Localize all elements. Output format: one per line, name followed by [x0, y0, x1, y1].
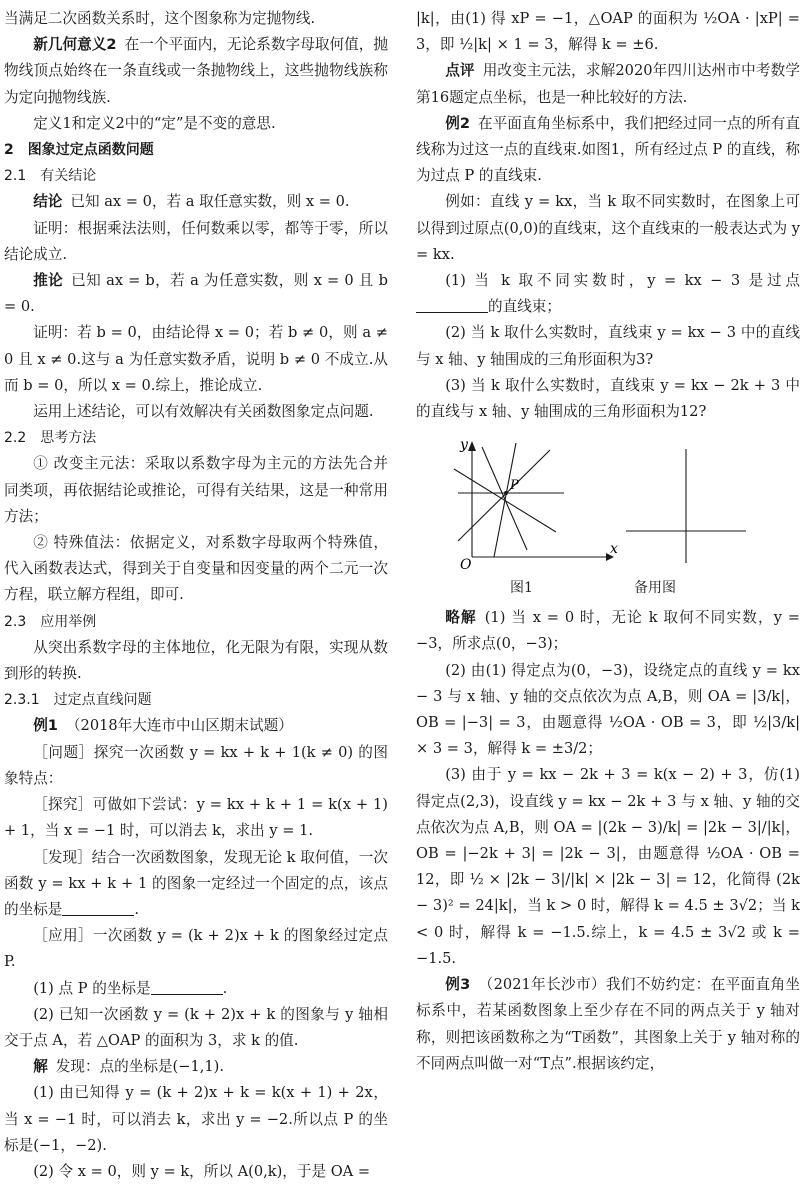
section-number: 2.1 — [4, 168, 27, 185]
paragraph-text: 发现：点的坐标是(−1,1). — [55, 1058, 225, 1076]
answer-blank[interactable] — [151, 980, 223, 995]
paragraph-text: (1) 点 P 的坐标是 — [33, 979, 151, 997]
paragraph — [416, 111, 800, 190]
paragraph-text: ［应用］一次函数 y = (k + 2)x + k 的图象经过定点 P. — [4, 927, 388, 971]
paragraph — [4, 1159, 388, 1185]
paragraph — [4, 845, 388, 924]
paragraph-text: (2) 已知一次函数 y = (k + 2)x + k 的图象与 y 轴相交于点 A，若 △OAP 的面积为 3，求 k 的值. — [4, 1005, 388, 1049]
section-number: 2 — [4, 142, 14, 159]
paragraph-text: 在平面直角坐标系中，我们把经过同一点的所有直线称为过这一点的直线束.如图1，所有经过点 P 的直线，称为过点 P 的直线束. — [416, 114, 800, 185]
bundle-line-3 — [482, 447, 527, 550]
paragraph — [4, 32, 388, 111]
paragraph — [4, 740, 388, 792]
paragraph — [4, 268, 388, 320]
paragraph-tail: 的直线束； — [488, 298, 561, 316]
section-title: 有关结论 — [40, 168, 97, 185]
paragraph — [416, 972, 800, 1077]
y-axis-arrow — [468, 441, 476, 451]
keyword-label: 例1 — [33, 717, 58, 735]
paragraph — [4, 451, 388, 530]
p-label: P — [510, 478, 519, 494]
paragraph-text: (1) 当 k 取不同实数时，y = kx − 3 是过点 — [445, 272, 800, 290]
paragraph-text: ［问题］探究一次函数 y = kx + k + 1(k ≠ 0) 的图象特点： — [4, 743, 388, 787]
keyword-label: 例2 — [445, 114, 470, 132]
answer-blank[interactable] — [62, 901, 134, 916]
section-heading — [4, 137, 388, 163]
paragraph — [4, 189, 388, 215]
bundle-line-4 — [494, 443, 516, 557]
section-title: 过定点直线问题 — [53, 692, 152, 709]
left-column — [4, 6, 388, 1185]
paragraph-text: 当满足二次函数关系时，这个图象称为定抛物线. — [4, 10, 316, 27]
paragraph-text: ［探究］可做如下尝试：y = kx + k + 1 = k(x + 1) + 1，当 x = −1 时，可以消去 k，求出 y = 1. — [4, 796, 388, 840]
subsection-heading — [4, 425, 388, 451]
paragraph-text: 证明：根据乘法法则，任何数乘以零，都等于零，所以结论成立. — [4, 219, 388, 263]
section-number: 2.3 — [4, 613, 27, 630]
paragraph — [4, 530, 388, 609]
x-label: x — [610, 541, 618, 558]
keyword-label: 新几何意义2 — [33, 36, 117, 54]
paragraph-text: （2018年大连市中山区期末试题） — [65, 717, 293, 735]
line-bundle-figure — [416, 429, 800, 605]
paragraph-text: 例如：直线 y = kx，当 k 取不同实数时，在图象上可以得到过原点(0,0)的直线束，这个直线束的一般表达式为 y = kx. — [416, 193, 800, 263]
paragraph-text: （2021年长沙市）我们不妨约定：在平面直角坐标系中，若某函数图象上至少存在不同的两点关于 y 轴对称，则把该函数称之为“T函数”，其图象上关于 y 轴对称的不同两点叫做一对“T点”.根据该约定， — [416, 976, 800, 1072]
paragraph-text: (3) 当 k 取什么实数时，直线束 y = kx − 2k + 3 中的直线与 x 轴、y 轴围成的三角形面积为12? — [416, 376, 800, 421]
paragraph-text: 从突出系数字母的主体地位，化无限为有限，实现从数到形的转换. — [4, 638, 388, 683]
paragraph-text: (2) 当 k 取什么实数时，直线束 y = kx − 3 中的直线与 x 轴、y 轴围成的三角形面积为3? — [416, 324, 800, 368]
paragraph — [416, 320, 800, 372]
paragraph-text: ［发现］结合一次函数图象，发现无论 k 取何值，一次函数 y = kx + k + 1 的图象一定经过一个固定的点，该点的坐标是 — [4, 848, 388, 918]
subsection-heading — [4, 163, 388, 189]
paragraph-text: 定义1和定义2中的“定”是不变的意思. — [33, 114, 276, 132]
paragraph-text: 在一个平面内，无论系数字母取何值，抛物线顶点始终在一条直线或一条抛物线上，这些抛物线族称为定向抛物线族. — [4, 36, 388, 106]
origin-label: O — [460, 557, 472, 574]
paragraph — [416, 6, 800, 58]
subsection-heading — [4, 687, 388, 713]
keyword-label: 点评 — [445, 62, 475, 80]
paragraph — [4, 399, 388, 425]
paragraph-text: 已知 ax = 0，若 a 取任意实数，则 x = 0. — [70, 193, 350, 211]
paragraph — [4, 320, 388, 399]
section-number: 2.2 — [4, 430, 27, 447]
paragraph-text: (3) 由于 y = kx − 2k + 3 = k(x − 2) + 3，仿(1) 得定点(2,3)，设直线 y = kx − 2k + 3 与 x 轴、y 轴的交点依次为点 A,B，则 OA = |(2k − 3)/k| = |2k − 3|/|k|，OB = |−2k + 3| = |2k − 3|，由题意得 ½OA · OB = 12，即 ½ × |2k − 3|/|k| × |2k − 3| = 12，化简得 (2k − 3)² = 24|k|，当 k > 0 时，解得 k = 4.5 ± 3√2；当 k < 0 时，解得 k = −1.5.综上，k = 4.5 ± 3√2 或 k = −1.5. — [416, 766, 800, 967]
paragraph — [4, 6, 388, 32]
paragraph — [416, 605, 800, 657]
paragraph-text: ① 改变主元法：采取以系数字母为主元的方法先合并同类项，再依据结论或推论，可得有关结果，这是一种常用方法； — [4, 455, 388, 525]
keyword-label: 解 — [33, 1058, 48, 1076]
paragraph — [416, 58, 800, 110]
paragraph — [416, 762, 800, 972]
paragraph-text: |k|，由(1) 得 xP = −1，△OAP 的面积为 ½OA · |xP| = 3，即 ½|k| × 1 = 3，解得 k = ±6. — [416, 10, 800, 54]
paragraph — [4, 1054, 388, 1080]
paragraph-text: (1) 当 x = 0 时，无论 k 取何不同实数，y = −3，所求点(0，−3)； — [416, 609, 800, 653]
point-p — [504, 491, 508, 495]
spare-figure-caption: 备用图 — [634, 580, 676, 597]
figure-caption: 图1 — [510, 580, 533, 597]
keyword-label: 结论 — [33, 193, 63, 211]
paragraph — [416, 373, 800, 425]
paragraph — [4, 635, 388, 687]
section-number: 2.3.1 — [4, 692, 40, 709]
section-title: 思考方法 — [40, 430, 97, 447]
paragraph — [4, 1002, 388, 1054]
paragraph — [4, 713, 388, 739]
paragraph-text: (2) 令 x = 0，则 y = k，所以 A(0,k)，于是 OA = — [33, 1162, 371, 1180]
figure-1 — [416, 429, 800, 605]
paragraph-text: 运用上述结论，可以有效解决有关函数图象定点问题. — [33, 403, 374, 421]
paragraph — [416, 268, 800, 320]
paragraph — [4, 923, 388, 975]
paragraph-tail: . — [222, 979, 228, 997]
paragraph — [4, 792, 388, 844]
paragraph — [4, 111, 388, 137]
paragraph — [416, 189, 800, 268]
keyword-label: 推论 — [33, 272, 64, 290]
section-title: 应用举例 — [40, 613, 97, 630]
paragraph — [416, 658, 800, 763]
paragraph — [4, 216, 388, 268]
y-label: y — [460, 437, 468, 454]
paragraph — [4, 976, 388, 1002]
keyword-label: 略解 — [445, 609, 477, 627]
paragraph-text: 已知 ax = b，若 a 为任意实数，则 x = 0 且 b = 0. — [4, 272, 388, 316]
subsection-heading — [4, 609, 388, 635]
paragraph-text: ② 特殊值法：依据定义，对系数字母取两个特殊值，代入函数表达式，得到关于自变量和因变量的两个二元一次方程，联立解方程组，即可. — [4, 534, 388, 604]
right-column — [416, 6, 800, 1077]
paragraph-text: 用改变主元法，求解2020年四川达州市中考数学第16题定点坐标，也是一种比较好的方法. — [416, 62, 800, 106]
answer-blank[interactable] — [416, 298, 488, 313]
paragraph-tail: . — [134, 900, 140, 918]
paragraph-text: 证明：若 b = 0，由结论得 x = 0；若 b ≠ 0，则 a ≠ 0 且 x ≠ 0.这与 a 为任意实数矛盾，说明 b ≠ 0 不成立.从而 b = 0，所以 x = 0.综上，推论成立. — [4, 324, 388, 394]
keyword-label: 例3 — [445, 976, 471, 994]
paragraph-text: (1) 由已知得 y = (k + 2)x + k = k(x + 1) + 2x，当 x = −1 时，可以消去 k，求出 y = −2.所以点 P 的坐标是(−1，−2). — [4, 1084, 388, 1154]
section-title: 图象过定点函数问题 — [27, 142, 154, 159]
paragraph-text: (2) 由(1) 得定点为(0，−3)，设绕定点的直线 y = kx − 3 与 x 轴、y 轴的交点依次为点 A,B，则 OA = |3/k|，OB = |−3| = 3，由题意得 ½OA · OB = 3，即 ½|3/k| × 3 = 3，解得 k = ±3/2； — [416, 661, 800, 758]
